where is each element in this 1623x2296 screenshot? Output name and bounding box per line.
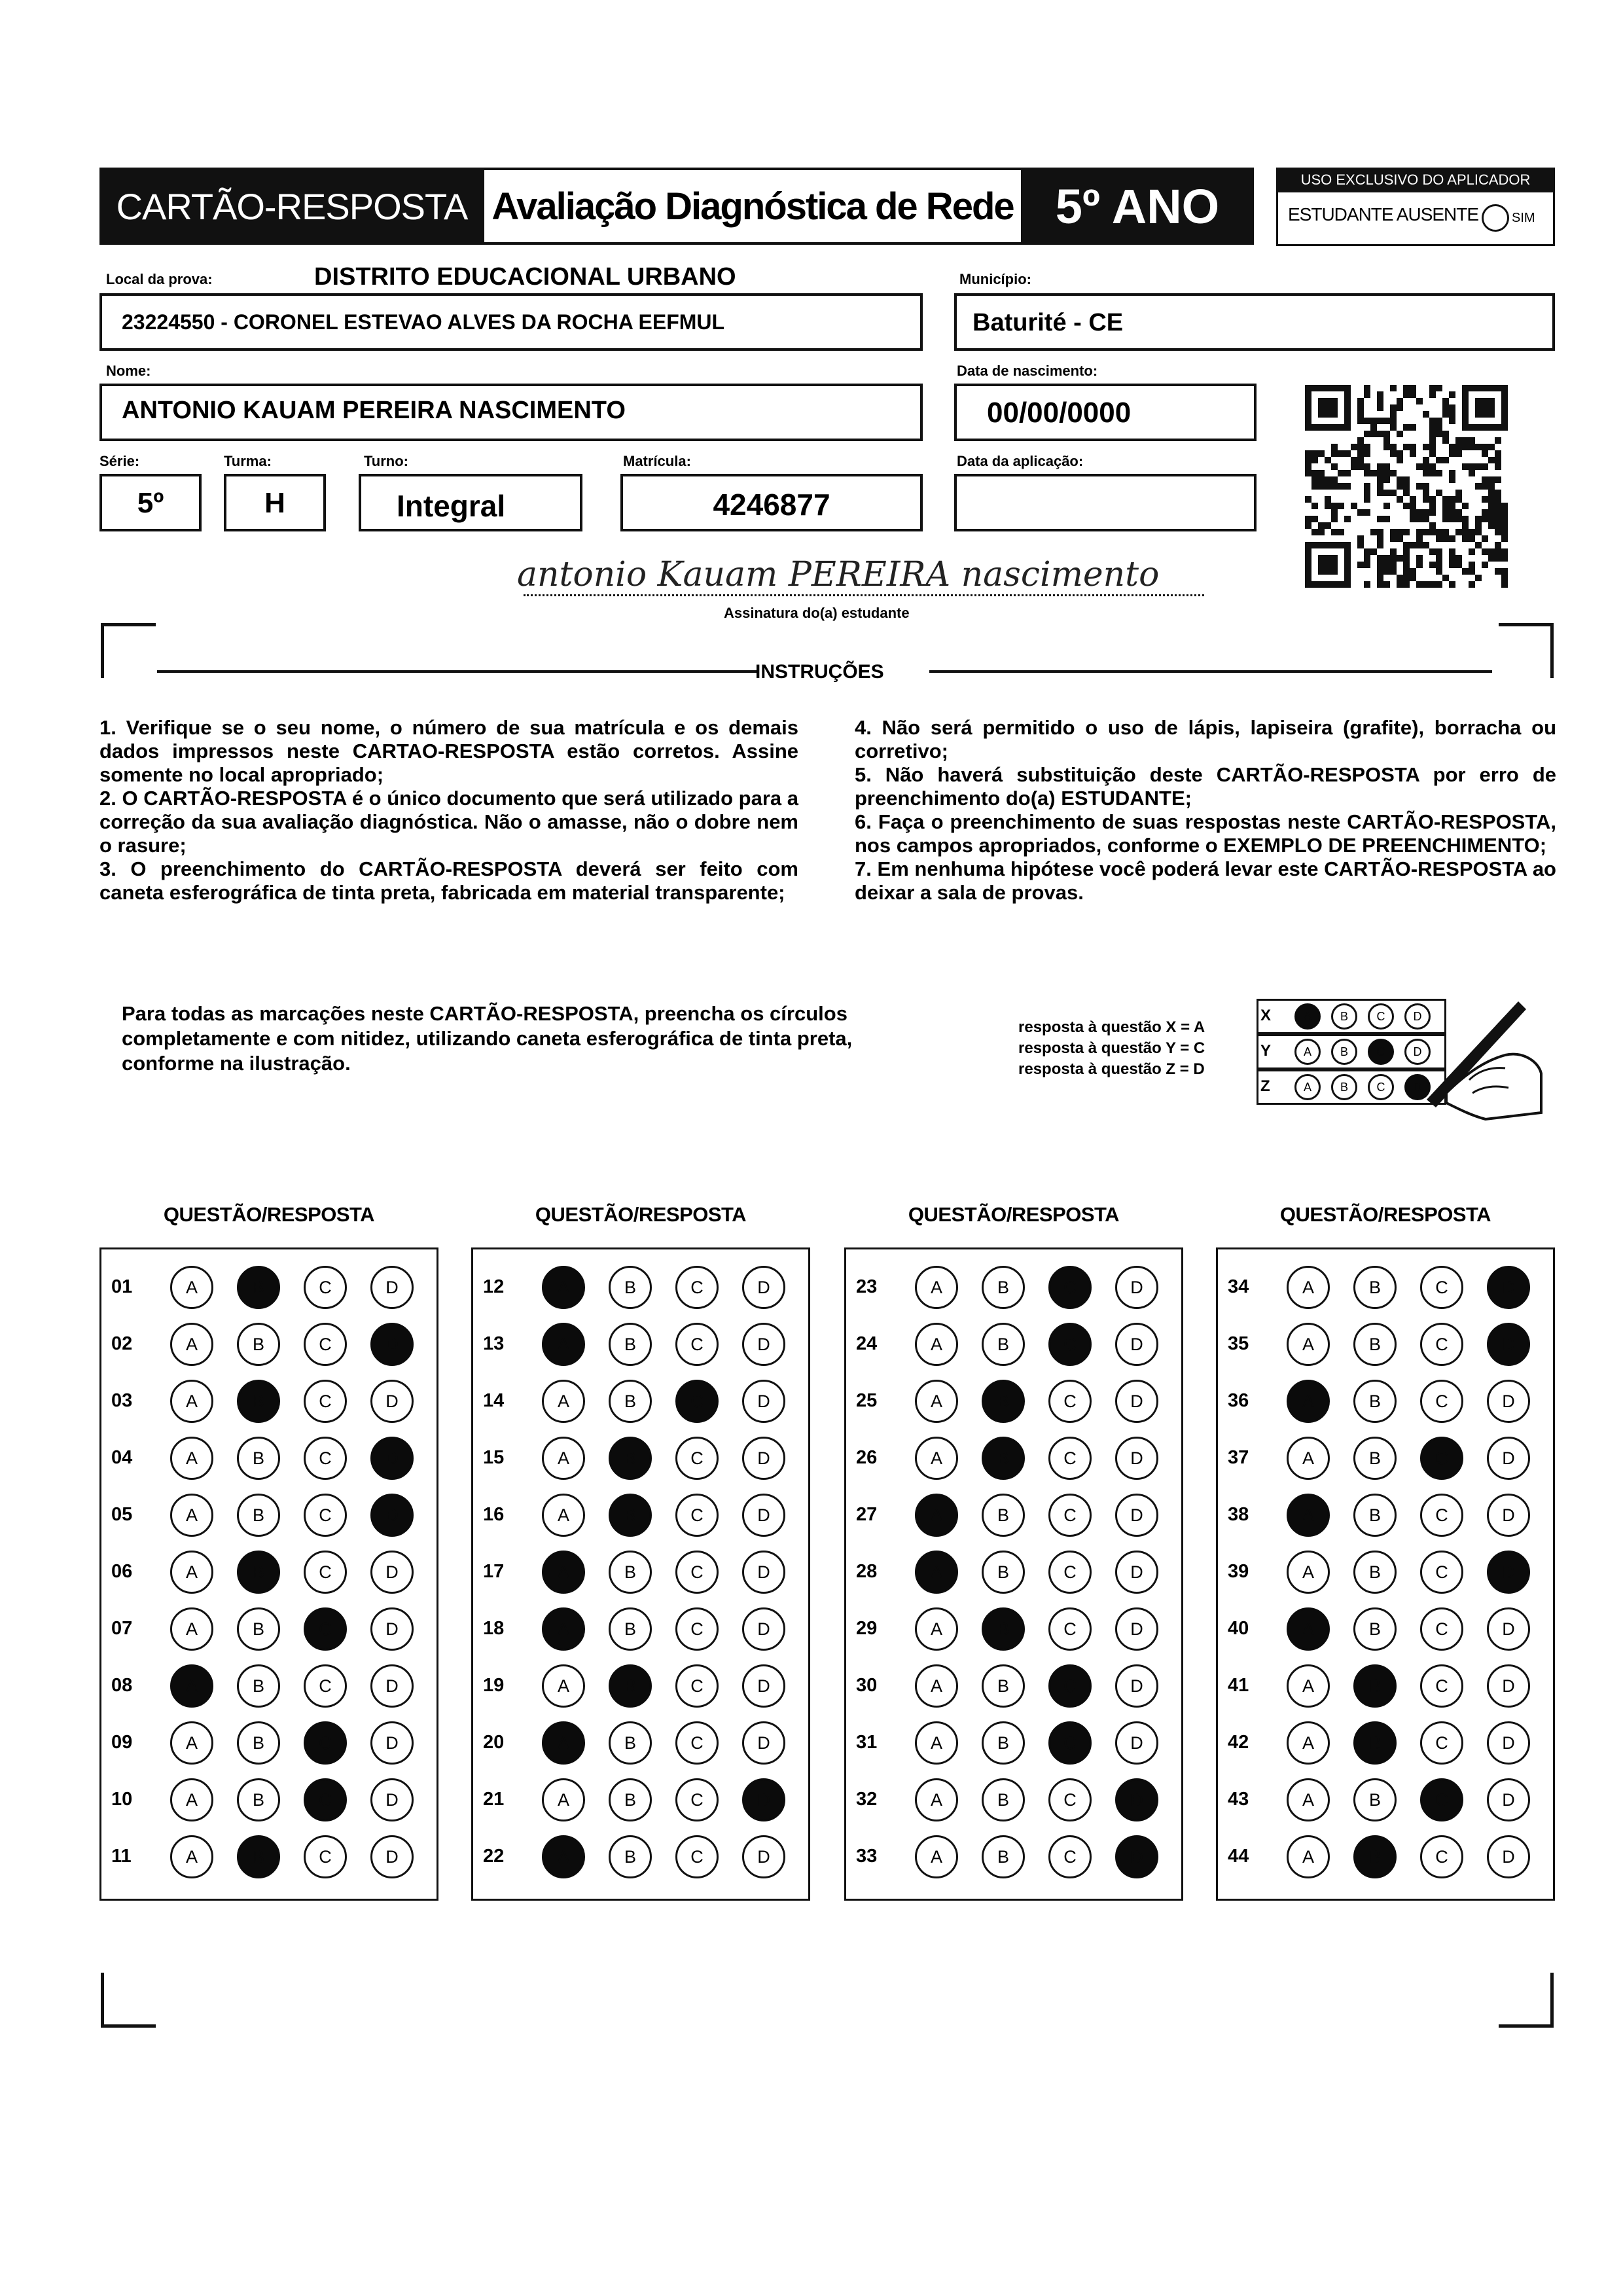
column-title: QUESTÃO/RESPOSTA bbox=[163, 1203, 375, 1226]
answer-bubble-d[interactable]: D bbox=[742, 1778, 785, 1821]
estudante-ausente-checkbox[interactable] bbox=[1482, 204, 1509, 232]
instruction-2: 2. O CARTÃO-RESPOSTA é o único documento que será utilizado para a correção da sua avaliação diagnóstica. Não o amasse, não o dobre nem o rasure; bbox=[99, 787, 798, 857]
question-number: 43 bbox=[1228, 1789, 1249, 1810]
question-number: 05 bbox=[111, 1504, 133, 1525]
answer-bubble-b[interactable]: B bbox=[982, 1494, 1025, 1537]
answer-bubble-b[interactable]: B bbox=[609, 1664, 652, 1708]
answer-bubble-c[interactable]: C bbox=[675, 1323, 719, 1366]
example-bubble-b: B bbox=[1331, 1003, 1357, 1030]
answer-bubble-b[interactable]: B bbox=[982, 1664, 1025, 1708]
answer-bubble-a[interactable]: A bbox=[170, 1721, 213, 1765]
answer-bubble-a[interactable]: A bbox=[1287, 1494, 1330, 1537]
example-label-y: resposta à questão Y = C bbox=[1018, 1039, 1205, 1057]
answer-bubble-c[interactable]: C bbox=[1420, 1607, 1463, 1651]
answer-bubble-d[interactable]: D bbox=[742, 1323, 785, 1366]
answer-bubble-d[interactable]: D bbox=[1115, 1323, 1158, 1366]
answer-bubble-c[interactable]: C bbox=[1420, 1323, 1463, 1366]
answer-bubble-a[interactable]: A bbox=[915, 1494, 958, 1537]
example-bubble-a: A bbox=[1294, 1074, 1321, 1100]
answer-bubble-b[interactable]: B bbox=[237, 1664, 280, 1708]
answer-bubble-b[interactable]: B bbox=[1353, 1494, 1397, 1537]
example-bubble-d: D bbox=[1404, 1039, 1431, 1065]
answer-bubble-d[interactable]: D bbox=[370, 1778, 414, 1821]
answer-bubble-d[interactable]: D bbox=[742, 1437, 785, 1480]
answer-bubble-b[interactable]: B bbox=[237, 1778, 280, 1821]
question-number: 40 bbox=[1228, 1618, 1249, 1639]
answer-bubble-b[interactable]: B bbox=[982, 1551, 1025, 1594]
answer-bubble-c[interactable]: C bbox=[1420, 1664, 1463, 1708]
answer-bubble-b[interactable]: B bbox=[1353, 1551, 1397, 1594]
question-number: 38 bbox=[1228, 1504, 1249, 1525]
answer-bubble-b[interactable]: B bbox=[609, 1551, 652, 1594]
nascimento-label: Data de nascimento: bbox=[957, 363, 1098, 379]
answer-bubble-a[interactable]: A bbox=[1287, 1778, 1330, 1821]
answer-bubble-d[interactable]: D bbox=[1487, 1380, 1530, 1423]
question-number: 14 bbox=[483, 1390, 505, 1411]
turma-label: Turma: bbox=[224, 453, 272, 469]
instructions-rule-left bbox=[157, 670, 759, 673]
answer-bubble-b[interactable]: B bbox=[1353, 1607, 1397, 1651]
column-title: QUESTÃO/RESPOSTA bbox=[1279, 1203, 1491, 1226]
answer-bubble-a[interactable]: A bbox=[542, 1380, 585, 1423]
answer-bubble-c[interactable]: C bbox=[304, 1721, 347, 1765]
answer-bubble-a[interactable]: A bbox=[915, 1607, 958, 1651]
answer-bubble-b[interactable]: B bbox=[609, 1323, 652, 1366]
question-number: 35 bbox=[1228, 1333, 1249, 1354]
question-number: 17 bbox=[483, 1561, 505, 1582]
answer-bubble-a[interactable]: A bbox=[1287, 1323, 1330, 1366]
instruction-7: 7. Em nenhuma hipótese você poderá levar este CARTÃO-RESPOSTA ao deixar a sala de provas. bbox=[855, 857, 1556, 904]
question-number: 24 bbox=[856, 1333, 878, 1354]
answer-bubble-a[interactable]: A bbox=[170, 1437, 213, 1480]
answer-bubble-a[interactable]: A bbox=[542, 1607, 585, 1651]
nome-label: Nome: bbox=[106, 363, 151, 379]
answer-bubble-b[interactable]: B bbox=[609, 1380, 652, 1423]
hand-pen-illustration bbox=[1407, 982, 1544, 1126]
answer-bubble-d[interactable]: D bbox=[1487, 1835, 1530, 1878]
answer-bubble-a[interactable]: A bbox=[1287, 1266, 1330, 1309]
example-bubble-c: C bbox=[1368, 1074, 1394, 1100]
answer-bubble-b[interactable]: B bbox=[982, 1323, 1025, 1366]
answer-bubble-b[interactable]: B bbox=[982, 1778, 1025, 1821]
answer-bubble-c[interactable]: C bbox=[1048, 1380, 1092, 1423]
answer-bubble-d[interactable]: D bbox=[1115, 1380, 1158, 1423]
answer-bubble-a[interactable]: A bbox=[170, 1607, 213, 1651]
question-number: 27 bbox=[856, 1504, 878, 1525]
answer-bubble-c[interactable]: C bbox=[1048, 1607, 1092, 1651]
answer-bubble-d[interactable]: D bbox=[742, 1835, 785, 1878]
answer-bubble-d[interactable]: D bbox=[742, 1551, 785, 1594]
question-number: 16 bbox=[483, 1504, 505, 1525]
answer-bubble-d[interactable]: D bbox=[370, 1721, 414, 1765]
corner-mark-bottom-right bbox=[1499, 1973, 1554, 2028]
answer-bubble-d[interactable]: D bbox=[370, 1494, 414, 1537]
question-number: 18 bbox=[483, 1618, 505, 1639]
answer-bubble-d[interactable]: D bbox=[742, 1664, 785, 1708]
aplicador-title: USO EXCLUSIVO DO APLICADOR bbox=[1276, 168, 1555, 192]
example-question-letter: Y bbox=[1260, 1042, 1272, 1060]
example-bubble-a: A bbox=[1294, 1003, 1321, 1030]
answer-bubble-a[interactable]: A bbox=[915, 1437, 958, 1480]
answer-bubble-c[interactable]: C bbox=[1420, 1437, 1463, 1480]
corner-mark-top-right bbox=[1499, 623, 1554, 678]
question-number: 21 bbox=[483, 1789, 505, 1810]
answer-bubble-a[interactable]: A bbox=[915, 1721, 958, 1765]
answer-bubble-c[interactable]: C bbox=[1048, 1835, 1092, 1878]
answer-bubble-c[interactable]: C bbox=[1420, 1551, 1463, 1594]
answer-bubble-c[interactable]: C bbox=[1048, 1494, 1092, 1537]
answer-bubble-b[interactable]: B bbox=[982, 1607, 1025, 1651]
example-bubble-c: C bbox=[1368, 1039, 1394, 1065]
answer-bubble-b[interactable]: B bbox=[982, 1380, 1025, 1423]
column-title: QUESTÃO/RESPOSTA bbox=[908, 1203, 1120, 1226]
question-number: 13 bbox=[483, 1333, 505, 1354]
local-label: Local da prova: bbox=[106, 271, 213, 287]
serie-value: 5º bbox=[137, 487, 164, 519]
question-number: 30 bbox=[856, 1675, 878, 1696]
answer-bubble-d[interactable]: D bbox=[1115, 1721, 1158, 1765]
answer-bubble-a[interactable]: A bbox=[915, 1664, 958, 1708]
signature-line bbox=[524, 594, 1204, 596]
answer-bubble-d[interactable]: D bbox=[1487, 1551, 1530, 1594]
answer-bubble-a[interactable]: A bbox=[915, 1380, 958, 1423]
answer-bubble-d[interactable]: D bbox=[1115, 1437, 1158, 1480]
answer-bubble-c[interactable]: C bbox=[675, 1437, 719, 1480]
answer-bubble-d[interactable]: D bbox=[370, 1323, 414, 1366]
escola-value: 23224550 - CORONEL ESTEVAO ALVES DA ROCHA EEFMUL bbox=[122, 310, 725, 334]
answer-bubble-b[interactable]: B bbox=[237, 1551, 280, 1594]
question-number: 33 bbox=[856, 1846, 878, 1867]
question-number: 22 bbox=[483, 1846, 505, 1867]
answer-bubble-b[interactable]: B bbox=[1353, 1721, 1397, 1765]
question-number: 01 bbox=[111, 1276, 133, 1297]
answer-bubble-c[interactable]: C bbox=[675, 1607, 719, 1651]
answer-bubble-a[interactable]: A bbox=[915, 1551, 958, 1594]
serie-label: Série: bbox=[99, 453, 140, 469]
answer-bubble-a[interactable]: A bbox=[542, 1551, 585, 1594]
answer-bubble-d[interactable]: D bbox=[1487, 1721, 1530, 1765]
answer-bubble-d[interactable]: D bbox=[370, 1266, 414, 1309]
answer-bubble-d[interactable]: D bbox=[1115, 1551, 1158, 1594]
answer-bubble-d[interactable]: D bbox=[1487, 1323, 1530, 1366]
question-number: 04 bbox=[111, 1447, 133, 1468]
answer-bubble-c[interactable]: C bbox=[1420, 1835, 1463, 1878]
answer-bubble-b[interactable]: B bbox=[1353, 1437, 1397, 1480]
answer-bubble-b[interactable]: B bbox=[1353, 1380, 1397, 1423]
question-number: 39 bbox=[1228, 1561, 1249, 1582]
question-number: 28 bbox=[856, 1561, 878, 1582]
question-number: 06 bbox=[111, 1561, 133, 1582]
answer-bubble-c[interactable]: C bbox=[675, 1778, 719, 1821]
answer-bubble-d[interactable]: D bbox=[742, 1494, 785, 1537]
sim-label: SIM bbox=[1512, 211, 1535, 225]
question-number: 31 bbox=[856, 1732, 878, 1753]
answer-bubble-d[interactable]: D bbox=[370, 1607, 414, 1651]
turno-value: Integral bbox=[397, 489, 506, 523]
answer-bubble-a[interactable]: A bbox=[542, 1494, 585, 1537]
answer-bubble-a[interactable]: A bbox=[170, 1380, 213, 1423]
answer-bubble-c[interactable]: C bbox=[675, 1494, 719, 1537]
example-bubble-b: B bbox=[1331, 1074, 1357, 1100]
question-number: 20 bbox=[483, 1732, 505, 1753]
question-number: 10 bbox=[111, 1789, 133, 1810]
answer-bubble-c[interactable]: C bbox=[1420, 1380, 1463, 1423]
answer-bubble-b[interactable]: B bbox=[237, 1607, 280, 1651]
instruction-1: 1. Verifique se o seu nome, o número de sua matrícula e os demais dados impressos neste CARTAO-RESPOSTA estão corretos. Assine somente no local apropriado; bbox=[99, 716, 798, 786]
answer-bubble-a[interactable]: A bbox=[542, 1323, 585, 1366]
question-number: 23 bbox=[856, 1276, 878, 1297]
municipio-label: Município: bbox=[959, 271, 1031, 287]
answer-bubble-c[interactable]: C bbox=[304, 1266, 347, 1309]
example-bubble-b: B bbox=[1331, 1039, 1357, 1065]
answer-bubble-a[interactable]: A bbox=[915, 1323, 958, 1366]
column-title: QUESTÃO/RESPOSTA bbox=[535, 1203, 747, 1226]
example-question-letter: X bbox=[1260, 1007, 1272, 1024]
instruction-6: 6. Faça o preenchimento de suas respostas neste CARTÃO-RESPOSTA, nos campos apropriados, conforme o EXEMPLO DE PREENCHIMENTO; bbox=[855, 810, 1556, 857]
example-label-z: resposta à questão Z = D bbox=[1018, 1060, 1205, 1078]
header-cartao-title: CARTÃO-RESPOSTA bbox=[116, 185, 468, 227]
answer-bubble-c[interactable]: C bbox=[304, 1437, 347, 1480]
distrito-value: DISTRITO EDUCACIONAL URBANO bbox=[314, 263, 736, 291]
answer-bubble-d[interactable]: D bbox=[1487, 1664, 1530, 1708]
answer-bubble-b[interactable]: B bbox=[609, 1607, 652, 1651]
answer-bubble-d[interactable]: D bbox=[742, 1380, 785, 1423]
answer-bubble-a[interactable]: A bbox=[1287, 1664, 1330, 1708]
answer-bubble-d[interactable]: D bbox=[1487, 1607, 1530, 1651]
answer-bubble-c[interactable]: C bbox=[304, 1778, 347, 1821]
answer-bubble-b[interactable]: B bbox=[609, 1437, 652, 1480]
turma-value: H bbox=[264, 487, 285, 519]
answer-bubble-d[interactable]: D bbox=[1115, 1266, 1158, 1309]
answer-bubble-d[interactable]: D bbox=[1487, 1266, 1530, 1309]
answer-bubble-a[interactable]: A bbox=[1287, 1607, 1330, 1651]
instructions-right bbox=[855, 716, 1556, 905]
answer-bubble-b[interactable]: B bbox=[1353, 1835, 1397, 1878]
answer-bubble-b[interactable]: B bbox=[609, 1494, 652, 1537]
answer-bubble-d[interactable]: D bbox=[1487, 1494, 1530, 1537]
answer-bubble-a[interactable]: A bbox=[1287, 1437, 1330, 1480]
answer-bubble-c[interactable]: C bbox=[1420, 1494, 1463, 1537]
answer-bubble-c[interactable]: C bbox=[675, 1551, 719, 1594]
question-number: 09 bbox=[111, 1732, 133, 1753]
answer-bubble-b[interactable]: B bbox=[237, 1380, 280, 1423]
matricula-label: Matrícula: bbox=[623, 453, 691, 469]
question-number: 07 bbox=[111, 1618, 133, 1639]
answer-bubble-c[interactable]: C bbox=[1048, 1551, 1092, 1594]
answer-bubble-c[interactable]: C bbox=[675, 1721, 719, 1765]
answer-bubble-d[interactable]: D bbox=[370, 1835, 414, 1878]
instruction-5: 5. Não haverá substituição deste CARTÃO-RESPOSTA por erro de preenchimento do(a) ESTUDANTE; bbox=[855, 763, 1556, 810]
instructions-rule-right bbox=[929, 670, 1492, 673]
answer-bubble-b[interactable]: B bbox=[237, 1323, 280, 1366]
answer-bubble-b[interactable]: B bbox=[1353, 1778, 1397, 1821]
question-number: 41 bbox=[1228, 1675, 1249, 1696]
answer-bubble-c[interactable]: C bbox=[675, 1835, 719, 1878]
header-avaliacao-title: Avaliação Diagnóstica de Rede bbox=[484, 168, 1021, 245]
question-number: 44 bbox=[1228, 1846, 1249, 1867]
answer-bubble-a[interactable]: A bbox=[170, 1664, 213, 1708]
answer-bubble-b[interactable]: B bbox=[237, 1437, 280, 1480]
nome-value: ANTONIO KAUAM PEREIRA NASCIMENTO bbox=[122, 397, 626, 424]
answer-bubble-a[interactable]: A bbox=[915, 1835, 958, 1878]
answer-bubble-c[interactable]: C bbox=[304, 1607, 347, 1651]
answer-bubble-c[interactable]: C bbox=[1048, 1721, 1092, 1765]
answer-bubble-a[interactable]: A bbox=[915, 1778, 958, 1821]
question-number: 36 bbox=[1228, 1390, 1249, 1411]
answer-bubble-a[interactable]: A bbox=[1287, 1835, 1330, 1878]
answer-bubble-d[interactable]: D bbox=[1115, 1494, 1158, 1537]
answer-bubble-b[interactable]: B bbox=[237, 1266, 280, 1309]
nascimento-value: 00/00/0000 bbox=[987, 397, 1132, 429]
matricula-value: 4246877 bbox=[713, 488, 830, 522]
municipio-value: Baturité - CE bbox=[972, 309, 1124, 336]
instruction-3: 3. O preenchimento do CARTÃO-RESPOSTA deverá ser feito com caneta esferográfica de tinta preta, fabricada em material transparente; bbox=[99, 857, 798, 904]
question-number: 02 bbox=[111, 1333, 133, 1354]
answer-bubble-c[interactable]: C bbox=[304, 1835, 347, 1878]
answer-bubble-a[interactable]: A bbox=[170, 1266, 213, 1309]
example-bubble-c: C bbox=[1368, 1003, 1394, 1030]
answer-bubble-a[interactable]: A bbox=[1287, 1721, 1330, 1765]
question-number: 26 bbox=[856, 1447, 878, 1468]
answer-bubble-c[interactable]: C bbox=[304, 1664, 347, 1708]
answer-bubble-c[interactable]: C bbox=[1048, 1266, 1092, 1309]
answer-bubble-c[interactable]: C bbox=[304, 1551, 347, 1594]
answer-bubble-d[interactable]: D bbox=[370, 1437, 414, 1480]
answer-bubble-a[interactable]: A bbox=[542, 1721, 585, 1765]
answer-bubble-c[interactable]: C bbox=[304, 1323, 347, 1366]
answer-bubble-b[interactable]: B bbox=[609, 1721, 652, 1765]
instructions-left bbox=[99, 716, 798, 905]
question-number: 15 bbox=[483, 1447, 505, 1468]
answer-bubble-b[interactable]: B bbox=[982, 1437, 1025, 1480]
header-ano-badge: 5º ANO bbox=[1021, 168, 1254, 245]
answer-bubble-d[interactable]: D bbox=[1115, 1664, 1158, 1708]
answer-bubble-a[interactable]: A bbox=[542, 1664, 585, 1708]
question-number: 37 bbox=[1228, 1447, 1249, 1468]
question-number: 12 bbox=[483, 1276, 505, 1297]
answer-bubble-d[interactable]: D bbox=[1487, 1778, 1530, 1821]
qr-code bbox=[1305, 385, 1508, 588]
answer-bubble-d[interactable]: D bbox=[370, 1551, 414, 1594]
answer-bubble-a[interactable]: A bbox=[170, 1551, 213, 1594]
answer-bubble-b[interactable]: B bbox=[982, 1835, 1025, 1878]
answer-bubble-b[interactable]: B bbox=[982, 1721, 1025, 1765]
answer-bubble-a[interactable]: A bbox=[1287, 1380, 1330, 1423]
answer-bubble-b[interactable]: B bbox=[1353, 1266, 1397, 1309]
answer-bubble-a[interactable]: A bbox=[542, 1778, 585, 1821]
answer-bubble-d[interactable]: D bbox=[1115, 1778, 1158, 1821]
answer-bubble-d[interactable]: D bbox=[1487, 1437, 1530, 1480]
answer-bubble-b[interactable]: B bbox=[982, 1266, 1025, 1309]
question-number: 19 bbox=[483, 1675, 505, 1696]
answer-bubble-c[interactable]: C bbox=[675, 1664, 719, 1708]
question-number: 32 bbox=[856, 1789, 878, 1810]
answer-bubble-c[interactable]: C bbox=[675, 1266, 719, 1309]
answer-bubble-d[interactable]: D bbox=[370, 1380, 414, 1423]
answer-bubble-a[interactable]: A bbox=[542, 1835, 585, 1878]
aplicacao-field bbox=[954, 474, 1257, 531]
answer-bubble-a[interactable]: A bbox=[542, 1437, 585, 1480]
student-signature: antonio Kauam PEREIRA nascimento bbox=[517, 555, 1160, 594]
answer-bubble-b[interactable]: B bbox=[609, 1778, 652, 1821]
question-number: 11 bbox=[111, 1846, 132, 1867]
answer-bubble-b[interactable]: B bbox=[1353, 1323, 1397, 1366]
answer-bubble-b[interactable]: B bbox=[609, 1266, 652, 1309]
answer-bubble-a[interactable]: A bbox=[1287, 1551, 1330, 1594]
answer-bubble-c[interactable]: C bbox=[1048, 1323, 1092, 1366]
answer-bubble-a[interactable]: A bbox=[170, 1323, 213, 1366]
answer-bubble-c[interactable]: C bbox=[1048, 1664, 1092, 1708]
question-number: 34 bbox=[1228, 1276, 1249, 1297]
answer-bubble-a[interactable]: A bbox=[542, 1266, 585, 1309]
signature-label: Assinatura do(a) estudante bbox=[724, 605, 910, 621]
answer-bubble-d[interactable]: D bbox=[370, 1664, 414, 1708]
corner-mark-top-left bbox=[101, 623, 156, 678]
aplicacao-label: Data da aplicação: bbox=[957, 453, 1084, 469]
answer-bubble-a[interactable]: A bbox=[915, 1266, 958, 1309]
answer-bubble-a[interactable]: A bbox=[170, 1494, 213, 1537]
answer-bubble-c[interactable]: C bbox=[675, 1380, 719, 1423]
example-bubble-d: D bbox=[1404, 1003, 1431, 1030]
answer-bubble-a[interactable]: A bbox=[170, 1778, 213, 1821]
corner-mark-bottom-left bbox=[101, 1973, 156, 2028]
question-number: 03 bbox=[111, 1390, 133, 1411]
example-bubble-d: D bbox=[1404, 1074, 1431, 1100]
answer-bubble-c[interactable]: C bbox=[1420, 1266, 1463, 1309]
question-number: 42 bbox=[1228, 1732, 1249, 1753]
answer-bubble-c[interactable]: C bbox=[1420, 1721, 1463, 1765]
question-number: 29 bbox=[856, 1618, 878, 1639]
answer-bubble-d[interactable]: D bbox=[1115, 1607, 1158, 1651]
example-label-x: resposta à questão X = A bbox=[1018, 1018, 1205, 1036]
fill-instruction: Para todas as marcações neste CARTÃO-RESPOSTA, preencha os círculos completamente e com nitidez, utilizando caneta esferográfica de tinta preta, conforme na ilustração. bbox=[122, 1002, 853, 1075]
answer-bubble-b[interactable]: B bbox=[237, 1835, 280, 1878]
answer-bubble-d[interactable]: D bbox=[742, 1266, 785, 1309]
answer-bubble-c[interactable]: C bbox=[304, 1380, 347, 1423]
question-number: 08 bbox=[111, 1675, 133, 1696]
answer-bubble-c[interactable]: C bbox=[1048, 1437, 1092, 1480]
estudante-ausente-label: ESTUDANTE AUSENTE bbox=[1288, 204, 1479, 224]
instruction-4: 4. Não será permitido o uso de lápis, lapiseira (grafite), borracha ou corretivo; bbox=[855, 716, 1556, 762]
answer-bubble-b[interactable]: B bbox=[237, 1494, 280, 1537]
answer-bubble-d[interactable]: D bbox=[1115, 1835, 1158, 1878]
answer-bubble-b[interactable]: B bbox=[237, 1721, 280, 1765]
example-question-letter: Z bbox=[1260, 1077, 1270, 1095]
example-bubble-a: A bbox=[1294, 1039, 1321, 1065]
answer-bubble-b[interactable]: B bbox=[1353, 1664, 1397, 1708]
instructions-title: INSTRUÇÕES bbox=[755, 661, 884, 683]
answer-bubble-c[interactable]: C bbox=[1420, 1778, 1463, 1821]
answer-bubble-b[interactable]: B bbox=[609, 1835, 652, 1878]
answer-bubble-c[interactable]: C bbox=[1048, 1778, 1092, 1821]
answer-bubble-c[interactable]: C bbox=[304, 1494, 347, 1537]
question-number: 25 bbox=[856, 1390, 878, 1411]
answer-bubble-a[interactable]: A bbox=[170, 1835, 213, 1878]
answer-bubble-d[interactable]: D bbox=[742, 1721, 785, 1765]
answer-bubble-d[interactable]: D bbox=[742, 1607, 785, 1651]
turno-label: Turno: bbox=[364, 453, 409, 469]
